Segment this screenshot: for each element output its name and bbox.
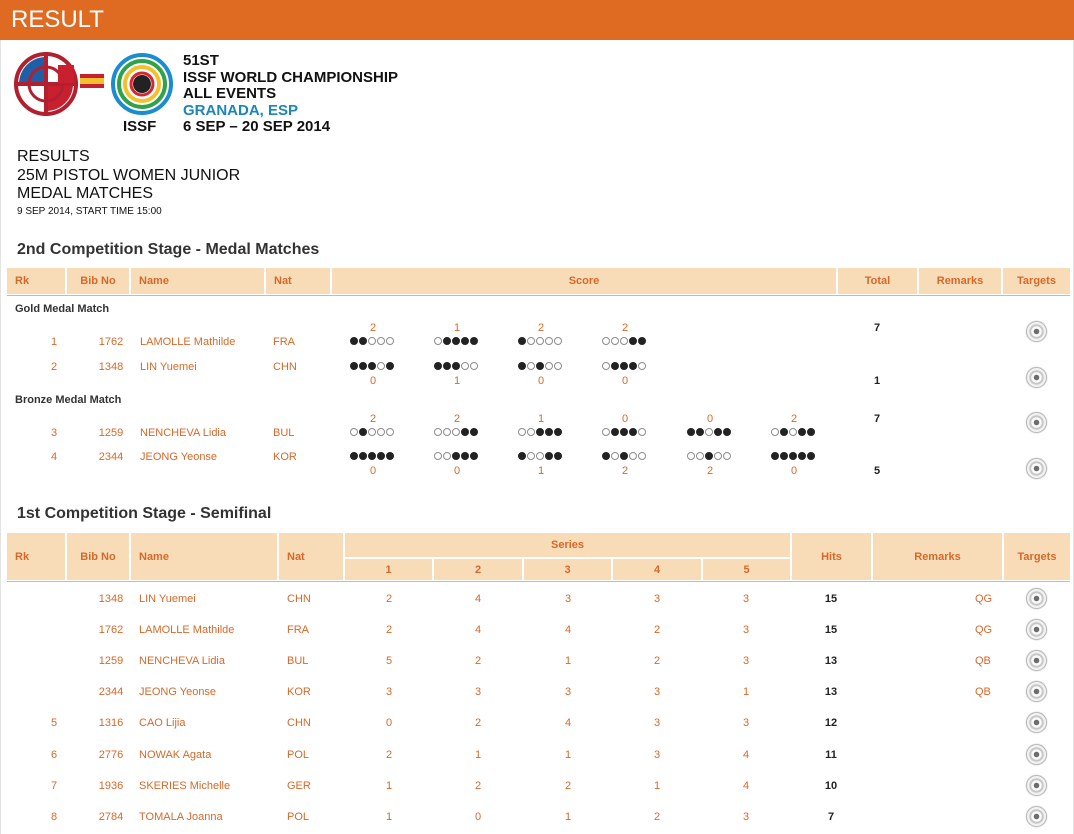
shot-marks [518, 337, 563, 347]
miss-mark [536, 337, 544, 345]
series-score: 3 [742, 717, 750, 729]
miss-mark [434, 428, 442, 436]
col-bib: Bib No [67, 268, 129, 294]
hit-mark [611, 428, 619, 436]
miss-mark [527, 337, 535, 345]
bib-number: 1348 [98, 593, 124, 605]
series-score: 3 [742, 624, 750, 636]
hit-mark [461, 428, 469, 436]
series-score: 2 [385, 749, 393, 761]
shot-marks [434, 337, 479, 347]
nation: CHN [273, 361, 297, 373]
hit-mark [350, 452, 358, 460]
hit-mark [386, 452, 394, 460]
miss-mark [602, 428, 610, 436]
hit-mark [518, 452, 526, 460]
shot-marks [687, 452, 732, 462]
results-header [17, 148, 240, 217]
header-divider [7, 295, 1070, 296]
total: 7 [873, 322, 881, 334]
col-series-3: 3 [524, 559, 611, 580]
col-series: Series [345, 533, 790, 557]
series-score: 3 [385, 686, 393, 698]
series-score: 2 [453, 413, 461, 425]
event-scope: ALL EVENTS [183, 85, 277, 102]
gold-match-label: Gold Medal Match [15, 303, 110, 315]
rank: 6 [50, 749, 58, 761]
miss-mark [723, 452, 731, 460]
shot-marks [350, 428, 395, 438]
target-icon[interactable] [1026, 588, 1047, 609]
miss-mark [611, 337, 619, 345]
col-series-2: 2 [434, 559, 522, 580]
miss-mark [714, 452, 722, 460]
series-score: 2 [385, 624, 393, 636]
miss-mark [602, 337, 610, 345]
series-score: 3 [742, 655, 750, 667]
series-score: 1 [564, 655, 572, 667]
athlete-name[interactable]: LIN Yuemei [140, 361, 197, 373]
series-score: 1 [453, 375, 461, 387]
shot-marks [602, 452, 647, 462]
miss-mark [638, 428, 646, 436]
series-score: 2 [706, 465, 714, 477]
miss-mark [629, 452, 637, 460]
shot-marks [602, 337, 647, 347]
rank: 2 [50, 361, 58, 373]
hit-mark [386, 362, 394, 370]
series-score: 0 [621, 413, 629, 425]
col-rk: Rk [7, 533, 65, 580]
miss-mark [527, 452, 535, 460]
nation: POL [287, 811, 310, 823]
nation: FRA [287, 624, 309, 636]
nation: FRA [273, 336, 295, 348]
rank: 4 [50, 451, 58, 463]
hits: 11 [825, 749, 837, 761]
hit-mark [434, 362, 442, 370]
series-score: 2 [653, 811, 661, 823]
bib-number: 2344 [98, 686, 124, 698]
miss-mark [611, 452, 619, 460]
col-total: Total [838, 268, 917, 294]
miss-mark [377, 337, 385, 345]
series-score: 3 [653, 749, 661, 761]
hit-mark [780, 452, 788, 460]
col-hits: Hits [792, 533, 871, 580]
miss-mark [602, 362, 610, 370]
series-score: 3 [474, 686, 482, 698]
athlete-name[interactable]: CAO Lijia [139, 717, 186, 729]
hit-mark [629, 428, 637, 436]
hit-mark [771, 452, 779, 460]
target-icon[interactable] [1026, 458, 1047, 479]
miss-mark [771, 428, 779, 436]
athlete-name[interactable]: LIN Yuemei [139, 593, 196, 605]
miss-mark [545, 362, 553, 370]
col-series-1: 1 [345, 559, 432, 580]
nation: KOR [287, 686, 311, 698]
event-name: ISSF WORLD CHAMPIONSHIP [183, 68, 399, 86]
nation: GER [287, 780, 311, 792]
series-score: 3 [564, 593, 572, 605]
hit-mark [714, 428, 722, 436]
athlete-name[interactable]: LAMOLLE Mathilde [140, 336, 236, 348]
col-name: Name [131, 268, 264, 294]
series-score: 3 [564, 686, 572, 698]
hit-mark [554, 428, 562, 436]
series-score: 0 [621, 375, 629, 387]
hit-mark [443, 362, 451, 370]
series-score: 4 [474, 624, 482, 636]
miss-mark [377, 362, 385, 370]
hit-mark [789, 452, 797, 460]
miss-mark [705, 428, 713, 436]
target-icon[interactable] [1026, 321, 1047, 342]
semifinal-stage-title: 1st Competition Stage - Semifinal [17, 505, 272, 522]
hits: 12 [824, 717, 838, 729]
series-score: 2 [564, 780, 572, 792]
series-score: 1 [537, 413, 545, 425]
issf-text: ISSF [123, 118, 157, 135]
series-score: 2 [369, 413, 377, 425]
hit-mark [798, 452, 806, 460]
hit-mark [443, 337, 451, 345]
miss-mark [386, 337, 394, 345]
hits: 13 [824, 686, 838, 698]
series-score: 2 [474, 717, 482, 729]
shot-marks [771, 428, 816, 438]
hit-mark [545, 428, 553, 436]
bib-number: 1762 [98, 336, 124, 348]
hit-mark [611, 362, 619, 370]
shot-marks [687, 428, 732, 438]
col-targets: Targets [1003, 268, 1070, 294]
hit-mark [368, 452, 376, 460]
col-remarks: Remarks [919, 268, 1001, 294]
event-location: GRANADA, ESP [183, 101, 299, 119]
miss-mark [527, 362, 535, 370]
athlete-name[interactable]: JEONG Yeonse [139, 686, 217, 698]
hit-mark [461, 452, 469, 460]
miss-mark [518, 428, 526, 436]
series-score: 4 [474, 593, 482, 605]
col-targets: Targets [1004, 533, 1070, 580]
miss-mark [638, 362, 646, 370]
rank: 3 [50, 427, 58, 439]
hit-mark [687, 428, 695, 436]
bib-number: 1316 [98, 717, 124, 729]
miss-mark [443, 428, 451, 436]
series-score: 2 [653, 655, 661, 667]
series-score: 3 [653, 686, 661, 698]
hit-mark [470, 428, 478, 436]
miss-mark [536, 452, 544, 460]
nation: BUL [287, 655, 309, 667]
shot-marks [771, 452, 816, 462]
series-score: 1 [385, 811, 393, 823]
header-divider [7, 581, 1070, 582]
hit-mark [452, 362, 460, 370]
series-score: 2 [653, 624, 661, 636]
miss-mark [377, 428, 385, 436]
miss-mark [545, 337, 553, 345]
shot-marks [518, 452, 563, 462]
rank: 5 [50, 717, 58, 729]
hit-mark [518, 362, 526, 370]
target-icon[interactable] [1026, 367, 1047, 388]
top-bar [0, 0, 1074, 40]
event-dates: 6 SEP – 20 SEP 2014 [183, 118, 331, 135]
col-bib: Bib No [67, 533, 129, 580]
shot-marks [434, 428, 479, 438]
series-score: 1 [474, 749, 482, 761]
rank: 8 [50, 811, 58, 823]
hit-mark [696, 428, 704, 436]
shot-marks [602, 428, 647, 438]
athlete-name[interactable]: JEONG Yeonse [140, 451, 218, 463]
left-border [0, 40, 1, 834]
series-score: 4 [742, 749, 750, 761]
hits: 15 [824, 593, 838, 605]
col-name: Name [131, 533, 277, 580]
remarks: QB [975, 686, 991, 698]
hit-mark [602, 452, 610, 460]
miss-mark [789, 428, 797, 436]
hit-mark [359, 452, 367, 460]
remarks: QG [975, 593, 993, 605]
hit-mark [545, 452, 553, 460]
shot-marks [350, 362, 395, 372]
hit-mark [350, 362, 358, 370]
miss-mark [638, 452, 646, 460]
miss-mark [386, 428, 394, 436]
hit-mark [620, 362, 628, 370]
hit-mark [518, 337, 526, 345]
miss-mark [434, 452, 442, 460]
series-score: 3 [653, 593, 661, 605]
miss-mark [696, 452, 704, 460]
hit-mark [377, 452, 385, 460]
athlete-name[interactable]: NENCHEVA Lidia [140, 427, 226, 439]
results-label: RESULTS [17, 148, 90, 165]
series-score: 0 [474, 811, 482, 823]
athlete-name[interactable]: SKERIES Michelle [139, 780, 231, 792]
bib-number: 1259 [98, 655, 124, 667]
hit-mark [536, 362, 544, 370]
series-score: 5 [385, 655, 393, 667]
series-score: 4 [564, 624, 572, 636]
col-nat: Nat [279, 533, 343, 580]
nation: POL [287, 749, 310, 761]
shot-marks [350, 452, 395, 462]
hit-mark [452, 337, 460, 345]
hit-mark [638, 337, 646, 345]
total: 5 [873, 465, 881, 477]
shot-marks [434, 362, 479, 372]
nation: BUL [273, 427, 295, 439]
miss-mark [368, 337, 376, 345]
bib-number: 2776 [98, 749, 124, 761]
hit-mark [798, 428, 806, 436]
bib-number: 1348 [98, 361, 124, 373]
event-datetime: 9 SEP 2014, START TIME 15:00 [17, 205, 162, 217]
series-score: 1 [564, 811, 572, 823]
series-score: 2 [474, 780, 482, 792]
col-series-5: 5 [703, 559, 790, 580]
hit-mark [461, 337, 469, 345]
shot-marks [350, 337, 395, 347]
series-score: 1 [385, 780, 393, 792]
remarks: QG [975, 624, 993, 636]
hits: 13 [824, 655, 838, 667]
hit-mark [470, 452, 478, 460]
hits: 15 [824, 624, 838, 636]
target-icon[interactable] [1026, 619, 1047, 640]
series-score: 4 [564, 717, 572, 729]
total: 1 [873, 375, 881, 387]
series-score: 0 [790, 465, 798, 477]
hits: 7 [827, 811, 835, 823]
miss-mark [461, 362, 469, 370]
hit-mark [359, 362, 367, 370]
miss-mark [470, 362, 478, 370]
series-score: 3 [653, 717, 661, 729]
nation: KOR [273, 451, 297, 463]
series-score: 1 [453, 322, 461, 334]
series-score: 1 [742, 686, 750, 698]
hit-mark [807, 428, 815, 436]
series-score: 3 [742, 811, 750, 823]
target-icon[interactable] [1026, 712, 1047, 733]
miss-mark [368, 428, 376, 436]
hit-mark [780, 428, 788, 436]
target-icon[interactable] [1026, 681, 1047, 702]
series-score: 1 [564, 749, 572, 761]
col-score: Score [332, 268, 836, 294]
shot-marks [518, 362, 563, 372]
hit-mark [359, 428, 367, 436]
hit-mark [536, 428, 544, 436]
miss-mark [350, 428, 358, 436]
total: 7 [873, 413, 881, 425]
hit-mark [629, 362, 637, 370]
athlete-name[interactable]: LAMOLLE Mathilde [139, 624, 235, 636]
miss-mark [434, 337, 442, 345]
miss-mark [554, 337, 562, 345]
col-series-4: 4 [613, 559, 701, 580]
series-score: 0 [369, 375, 377, 387]
athlete-name[interactable]: NOWAK Agata [139, 749, 212, 761]
bib-number: 1762 [98, 624, 124, 636]
hit-mark [723, 428, 731, 436]
event-phase: MEDAL MATCHES [17, 185, 154, 202]
hit-mark [350, 337, 358, 345]
miss-mark [452, 428, 460, 436]
series-score: 0 [537, 375, 545, 387]
bib-number: 1259 [98, 427, 124, 439]
target-icon[interactable] [1026, 775, 1047, 796]
hit-mark [807, 452, 815, 460]
rank: 1 [50, 336, 58, 348]
rank: 7 [50, 780, 58, 792]
col-rk: Rk [7, 268, 65, 294]
series-score: 2 [790, 413, 798, 425]
hit-mark [359, 337, 367, 345]
event-discipline: 25M PISTOL WOMEN JUNIOR [17, 166, 241, 184]
athlete-name[interactable]: TOMALA Joanna [139, 811, 223, 823]
miss-mark [443, 452, 451, 460]
series-score: 1 [653, 780, 661, 792]
event-number: 51ST [183, 52, 219, 69]
col-nat: Nat [266, 268, 330, 294]
shot-marks [434, 452, 479, 462]
miss-mark [554, 362, 562, 370]
hit-mark [620, 452, 628, 460]
hit-mark [620, 428, 628, 436]
hit-mark [470, 337, 478, 345]
series-score: 0 [369, 465, 377, 477]
hit-mark [705, 452, 713, 460]
page-title: RESULT [11, 6, 104, 33]
event-info [183, 53, 398, 136]
nation: CHN [287, 717, 311, 729]
miss-mark [527, 428, 535, 436]
remarks: QB [975, 655, 991, 667]
hit-mark [554, 452, 562, 460]
series-score: 2 [474, 655, 482, 667]
target-icon[interactable] [1026, 412, 1047, 433]
col-remarks: Remarks [873, 533, 1002, 580]
nation: CHN [287, 593, 311, 605]
series-score: 2 [621, 322, 629, 334]
shot-marks [518, 428, 563, 438]
miss-mark [687, 452, 695, 460]
miss-mark [620, 337, 628, 345]
series-score: 2 [621, 465, 629, 477]
target-icon[interactable] [1026, 650, 1047, 671]
medal-stage-title: 2nd Competition Stage - Medal Matches [17, 241, 320, 258]
bib-number: 1936 [98, 780, 124, 792]
series-score: 0 [453, 465, 461, 477]
hit-mark [629, 337, 637, 345]
series-score: 0 [385, 717, 393, 729]
series-score: 2 [369, 322, 377, 334]
series-score: 0 [706, 413, 714, 425]
target-icon[interactable] [1026, 806, 1047, 827]
hits: 10 [824, 780, 838, 792]
series-score: 3 [742, 593, 750, 605]
hit-mark [368, 362, 376, 370]
series-score: 1 [537, 465, 545, 477]
bib-number: 2344 [98, 451, 124, 463]
target-icon[interactable] [1026, 744, 1047, 765]
bib-number: 2784 [98, 811, 124, 823]
series-score: 2 [537, 322, 545, 334]
athlete-name[interactable]: NENCHEVA Lidia [139, 655, 225, 667]
hit-mark [452, 452, 460, 460]
bronze-match-label: Bronze Medal Match [15, 394, 122, 406]
series-score: 4 [742, 780, 750, 792]
series-score: 2 [385, 593, 393, 605]
shot-marks [602, 362, 647, 372]
